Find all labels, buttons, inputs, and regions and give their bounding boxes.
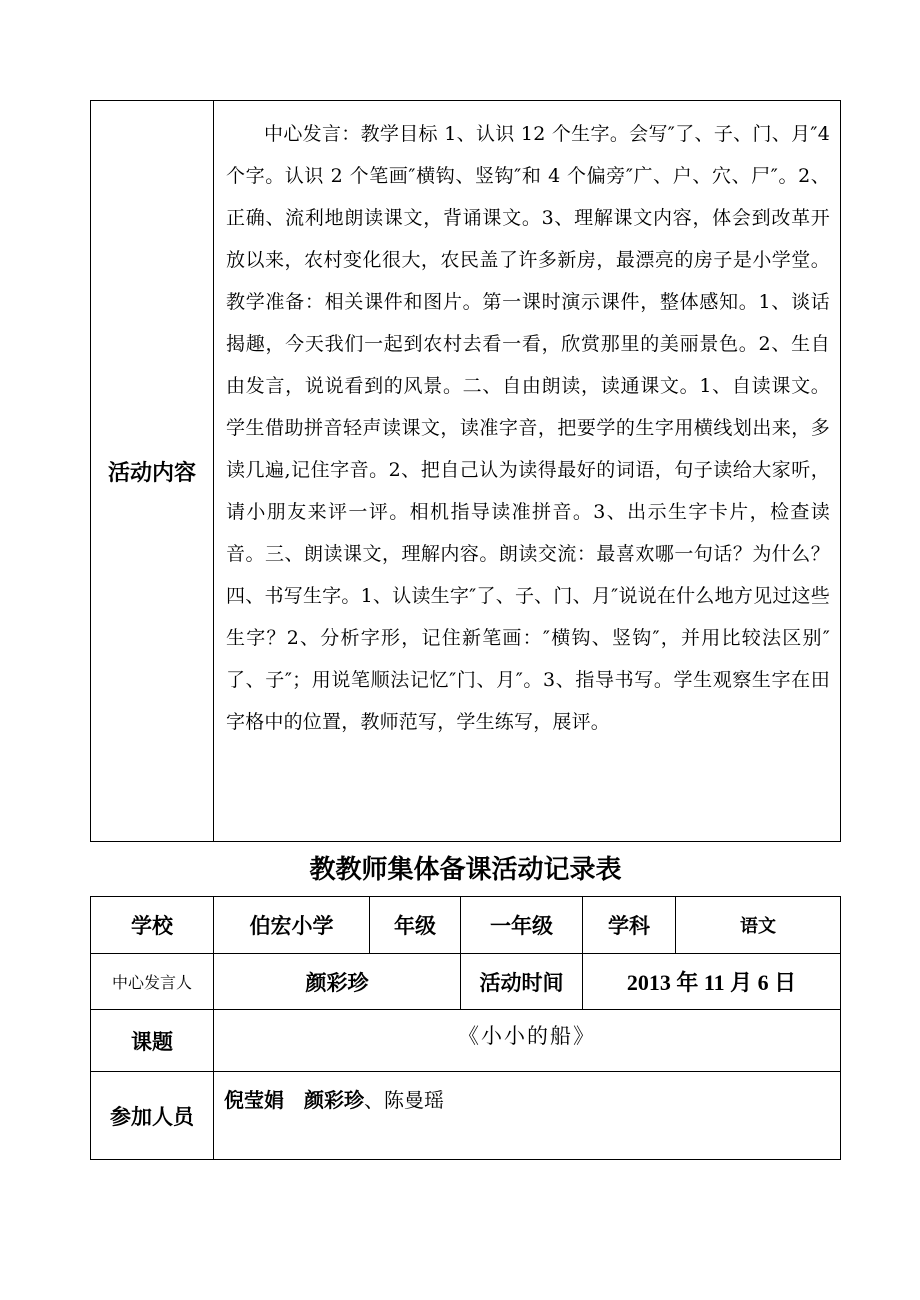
activity-content-cell — [214, 101, 841, 842]
participants-label: 参加人员 — [91, 1072, 214, 1160]
record-table — [90, 896, 841, 1160]
school-label: 学校 — [91, 897, 214, 954]
participants-bold: 倪莹娟 颜彩珍 — [224, 1088, 364, 1112]
time-label: 活动时间 — [461, 954, 583, 1010]
record-title: 教教师集体备课活动记录表 — [309, 855, 622, 885]
grade-label: 年级 — [370, 897, 461, 954]
topic-value: 《小小的船》 — [214, 1010, 841, 1072]
speaker-row — [91, 954, 841, 1010]
subject-label: 学科 — [583, 897, 676, 954]
participants-value — [214, 1072, 841, 1160]
topic-label: 课题 — [91, 1010, 214, 1072]
topic-row — [91, 1010, 841, 1072]
school-value: 伯宏小学 — [214, 897, 370, 954]
speaker-value: 颜彩珍 — [214, 954, 461, 1010]
school-row — [91, 897, 841, 954]
grade-value: 一年级 — [461, 897, 583, 954]
activity-table — [90, 100, 841, 842]
participants-rest: 、陈曼瑶 — [364, 1088, 444, 1112]
time-value: 2013 年 11 月 6 日 — [583, 954, 841, 1010]
activity-content-text: 中心发言：教学目标 1、认识 12 个生字。会写″了、子、门、月″4 个字。认识 2 个笔画″横钩、竖钩″和 4 个偏旁″广、户、穴、尸″。2、正确、流利地朗读课文，背诵课文。3、理解课文内容，体会到改革开放以来，农村变化很大，农民盖了许多新房，最漂亮的房子是小学堂。教学准备：相关课件和图片。第一课时演示课件，整体感知。1、谈话揭趣，今天我们一起到农村去看一看，欣赏那里的美丽景色。2、生自由发言，说说看到的风景。二、自由朗读，读通课文。1、自读课文。学生借助拼音轻声读课文，读准字音，把要学的生字用横线划出来，多读几遍,记住字音。2、把自己认为读得最好的词语，句子读给大家听，请小朋友来评一评。相机指导读准拼音。3、出示生字卡片，检查读音。三、朗读课文，理解内容。朗读交流：最喜欢哪一句话？为什么？四、书写生字。1、认读生字″了、子、门、月″说说在什么地方见过这些生字？2、分析字形，记住新笔画：″横钩、竖钩″，并用比较法区别″了、子″；用说笔顺法记忆″门、月″。3、指导书写。学生观察生字在田字格中的位置，教师范写，学生练写，展评。 — [226, 123, 830, 733]
activity-label: 活动内容 — [91, 101, 214, 842]
subject-value: 语文 — [676, 897, 841, 954]
participants-row — [91, 1072, 841, 1160]
speaker-label: 中心发言人 — [91, 954, 214, 1010]
